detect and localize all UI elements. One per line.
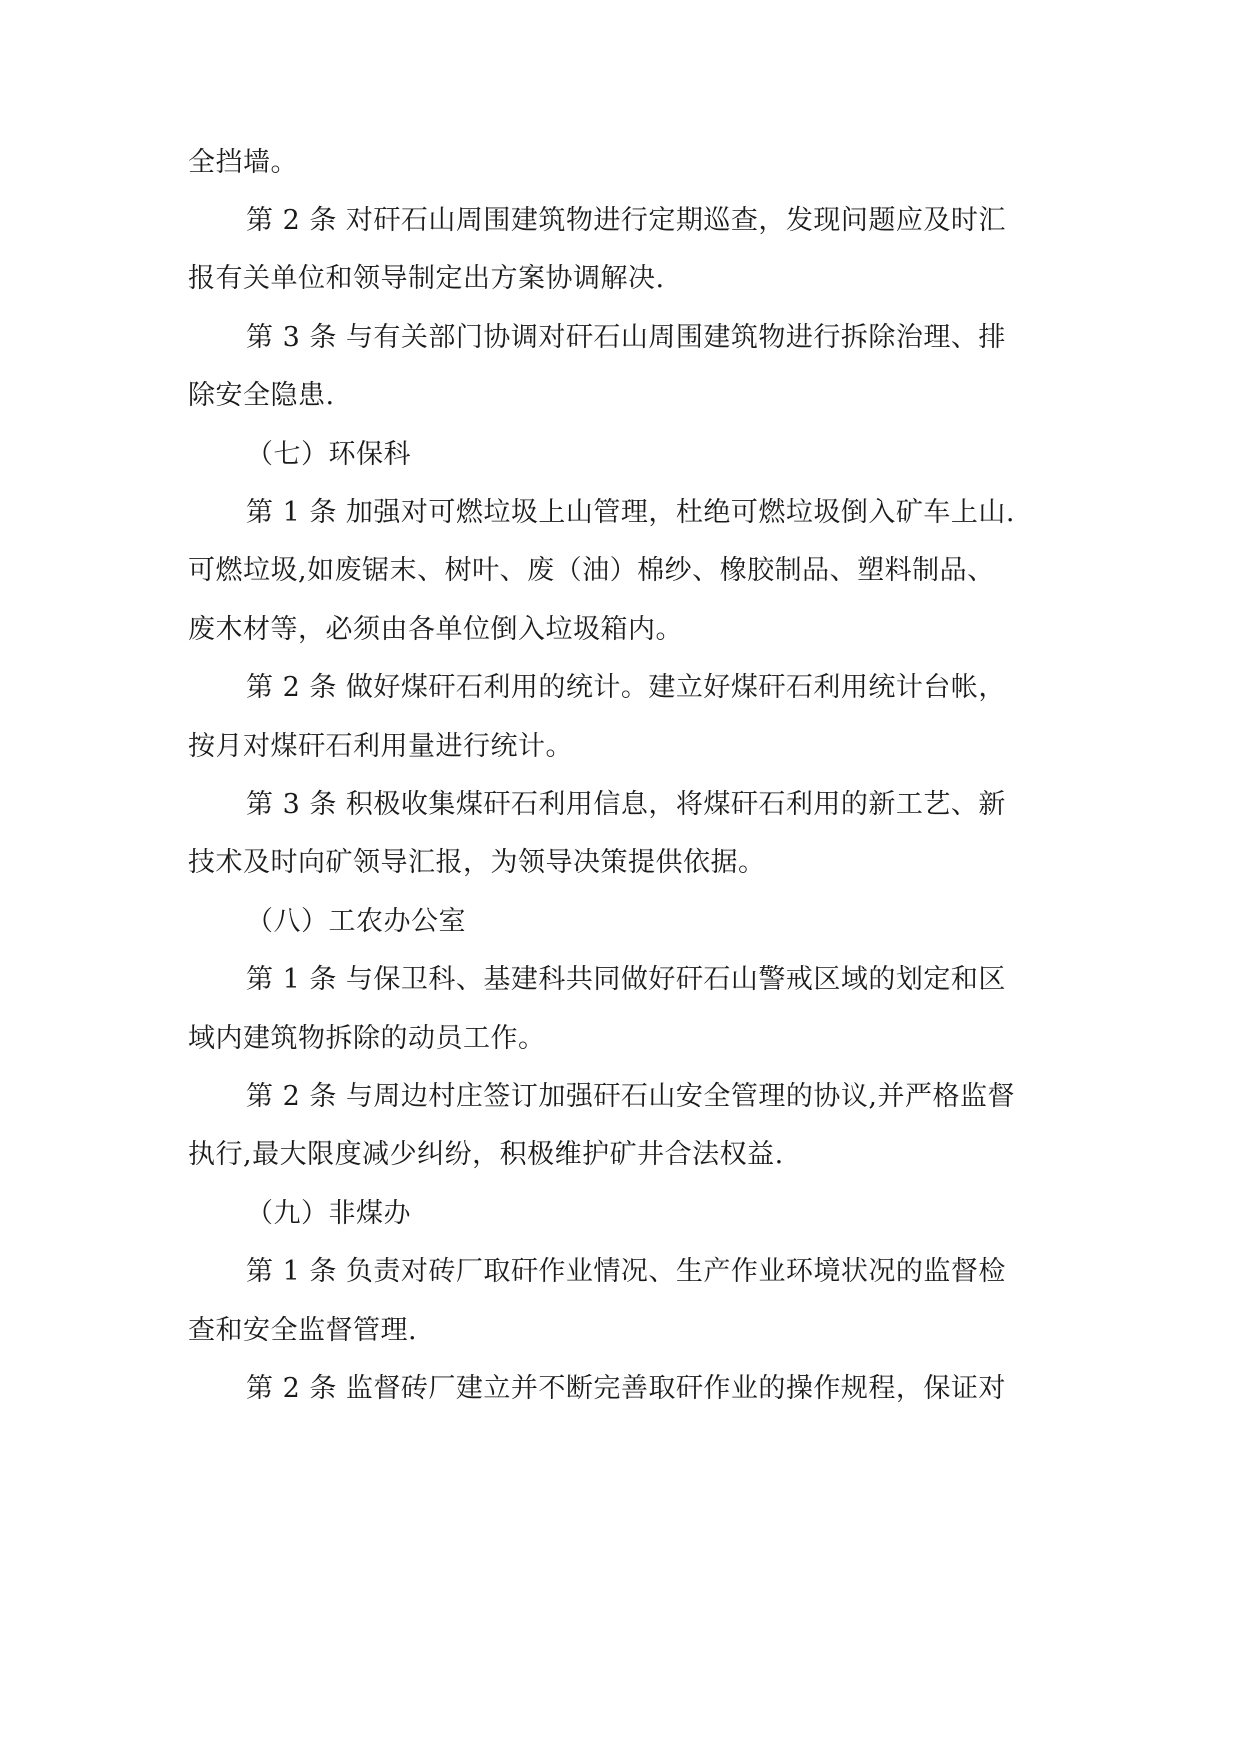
- article-2-line: 第 2 条 与周边村庄签订加强矸石山安全管理的协议,并严格监督: [246, 1081, 1016, 1112]
- article-1-line: 第 1 条 负责对砖厂取矸作业情况、生产作业环境状况的监督检: [246, 1256, 1006, 1287]
- text-line: 可燃垃圾,如废锯末、树叶、废（油）棉纱、橡胶制品、塑料制品、: [188, 555, 995, 586]
- section-heading: （八）工农办公室: [246, 906, 466, 937]
- text-line: 除安全隐患.: [188, 380, 335, 411]
- article-2-line: 第 2 条 做好煤矸石利用的统计。建立好煤矸石利用统计台帐，: [246, 672, 1006, 703]
- article-2-line: 第 2 条 对矸石山周围建筑物进行定期巡查，发现问题应及时汇: [246, 205, 1006, 236]
- text-line: 技术及时向矿领导汇报，为领导决策提供依据。: [188, 847, 766, 878]
- article-3-line: 第 3 条 积极收集煤矸石利用信息，将煤矸石利用的新工艺、新: [246, 789, 1006, 820]
- text-line: 按月对煤矸石利用量进行统计。: [188, 731, 573, 762]
- text-line: 查和安全监督管理.: [188, 1315, 418, 1346]
- text-line: 全挡墙。: [188, 147, 298, 178]
- text-line: 废木材等，必须由各单位倒入垃圾箱内。: [188, 614, 683, 645]
- section-heading: （九）非煤办: [246, 1198, 411, 1229]
- text-line: 执行,最大限度减少纠纷，积极维护矿井合法权益.: [188, 1139, 784, 1170]
- section-heading: （七）环保科: [246, 439, 411, 470]
- article-3-line: 第 3 条 与有关部门协调对矸石山周围建筑物进行拆除治理、排: [246, 322, 1006, 353]
- article-2-line: 第 2 条 监督砖厂建立并不断完善取矸作业的操作规程，保证对: [246, 1373, 1006, 1404]
- text-line: 报有关单位和领导制定出方案协调解决.: [188, 263, 665, 294]
- text-line: 域内建筑物拆除的动员工作。: [188, 1023, 546, 1054]
- article-1-line: 第 1 条 与保卫科、基建科共同做好矸石山警戒区域的划定和区: [246, 964, 1006, 995]
- article-1-line: 第 1 条 加强对可燃垃圾上山管理，杜绝可燃垃圾倒入矿车上山.: [246, 497, 1016, 528]
